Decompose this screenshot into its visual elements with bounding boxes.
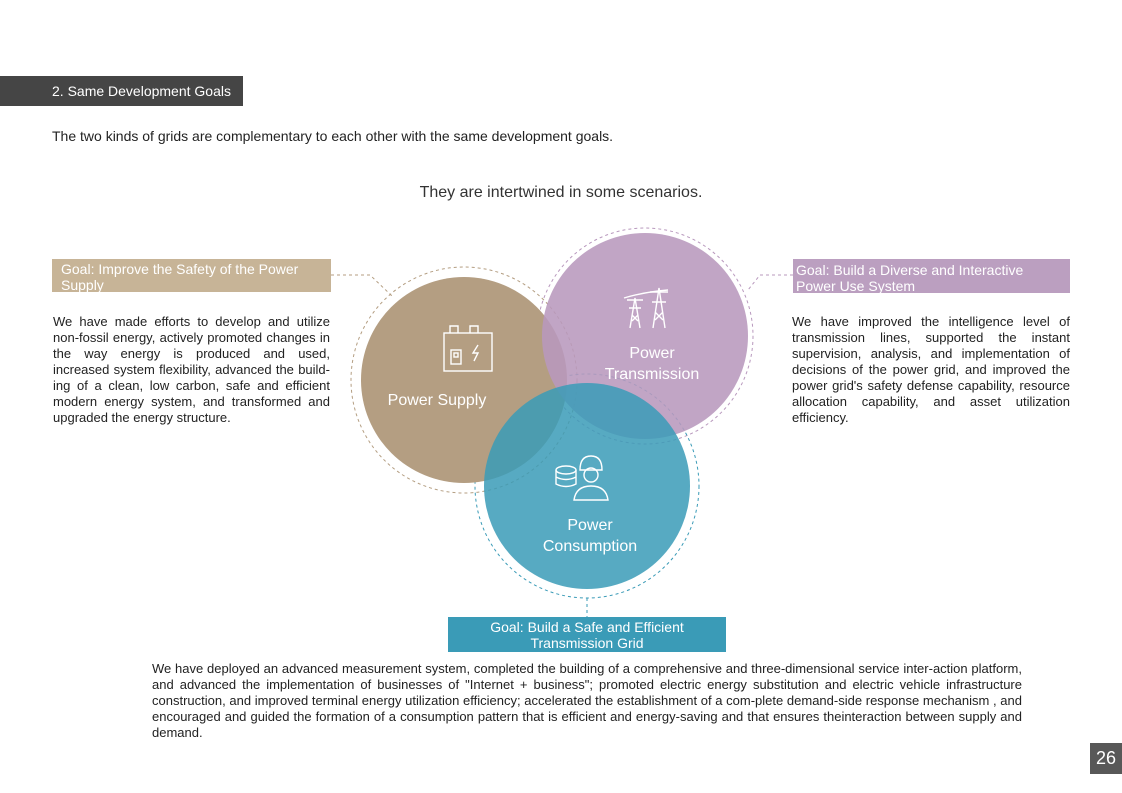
goal-power-use-text: We have improved the intelligence level of transmission lines, supported the instant supervision, analysis, and implementation of decisions of the power grid, and improved the power grid's safety defense capability, resource allocation capability, and asset utilization efficiency. — [792, 314, 1070, 425]
connector-right — [748, 275, 793, 290]
intro-text: The two kinds of grids are complementary to each other with the same development goals. — [52, 128, 614, 144]
goal-power-use-title: Goal: Build a Diverse and Interactive Power Use System — [793, 259, 1070, 293]
diagram-title: They are intertwined in some scenarios. — [419, 184, 703, 201]
goal-supply-title: Goal: Improve the Safety of the Power Supply — [52, 259, 331, 292]
goal-supply-text: We have made efforts to develop and utilize non-fossil energy, actively promoted changes in the way energy is produced and used, increased system flexibility, advanced the build-ing of a clean, low carbon, safe and efficient modern energy system, and transformed and upgraded the energy structure. — [53, 314, 330, 425]
consumption-label-1: Power — [567, 517, 613, 534]
page-number: 26 — [1090, 743, 1122, 774]
section-tag-label: 2. Same Development Goals — [52, 83, 231, 99]
goal-transmission-title: Goal: Build a Safe and Efficient Transmission Grid — [448, 617, 726, 652]
connector-left — [331, 275, 392, 296]
transmission-label-2: Transmission — [604, 366, 700, 383]
consumption-label-2: Consumption — [542, 538, 638, 555]
goal-transmission-text: We have deployed an advanced measurement system, completed the building of a comprehensive and three-dimensional service inter-action platform, and advanced the implementation of businesses of "Internet + business"; promoted electric energy substitution and electric vehicle infrastructure construction, and improved terminal energy utilization efficiency; accelerated the establishment of a com-plete demand-side response mechanism , and encouraged and guided the formation of a consumption pattern that is efficient and energy-saving and that ensures theinteraction between supply and demand. — [152, 661, 1022, 740]
supply-label: Power Supply — [387, 392, 487, 409]
transmission-label-1: Power — [629, 345, 675, 362]
